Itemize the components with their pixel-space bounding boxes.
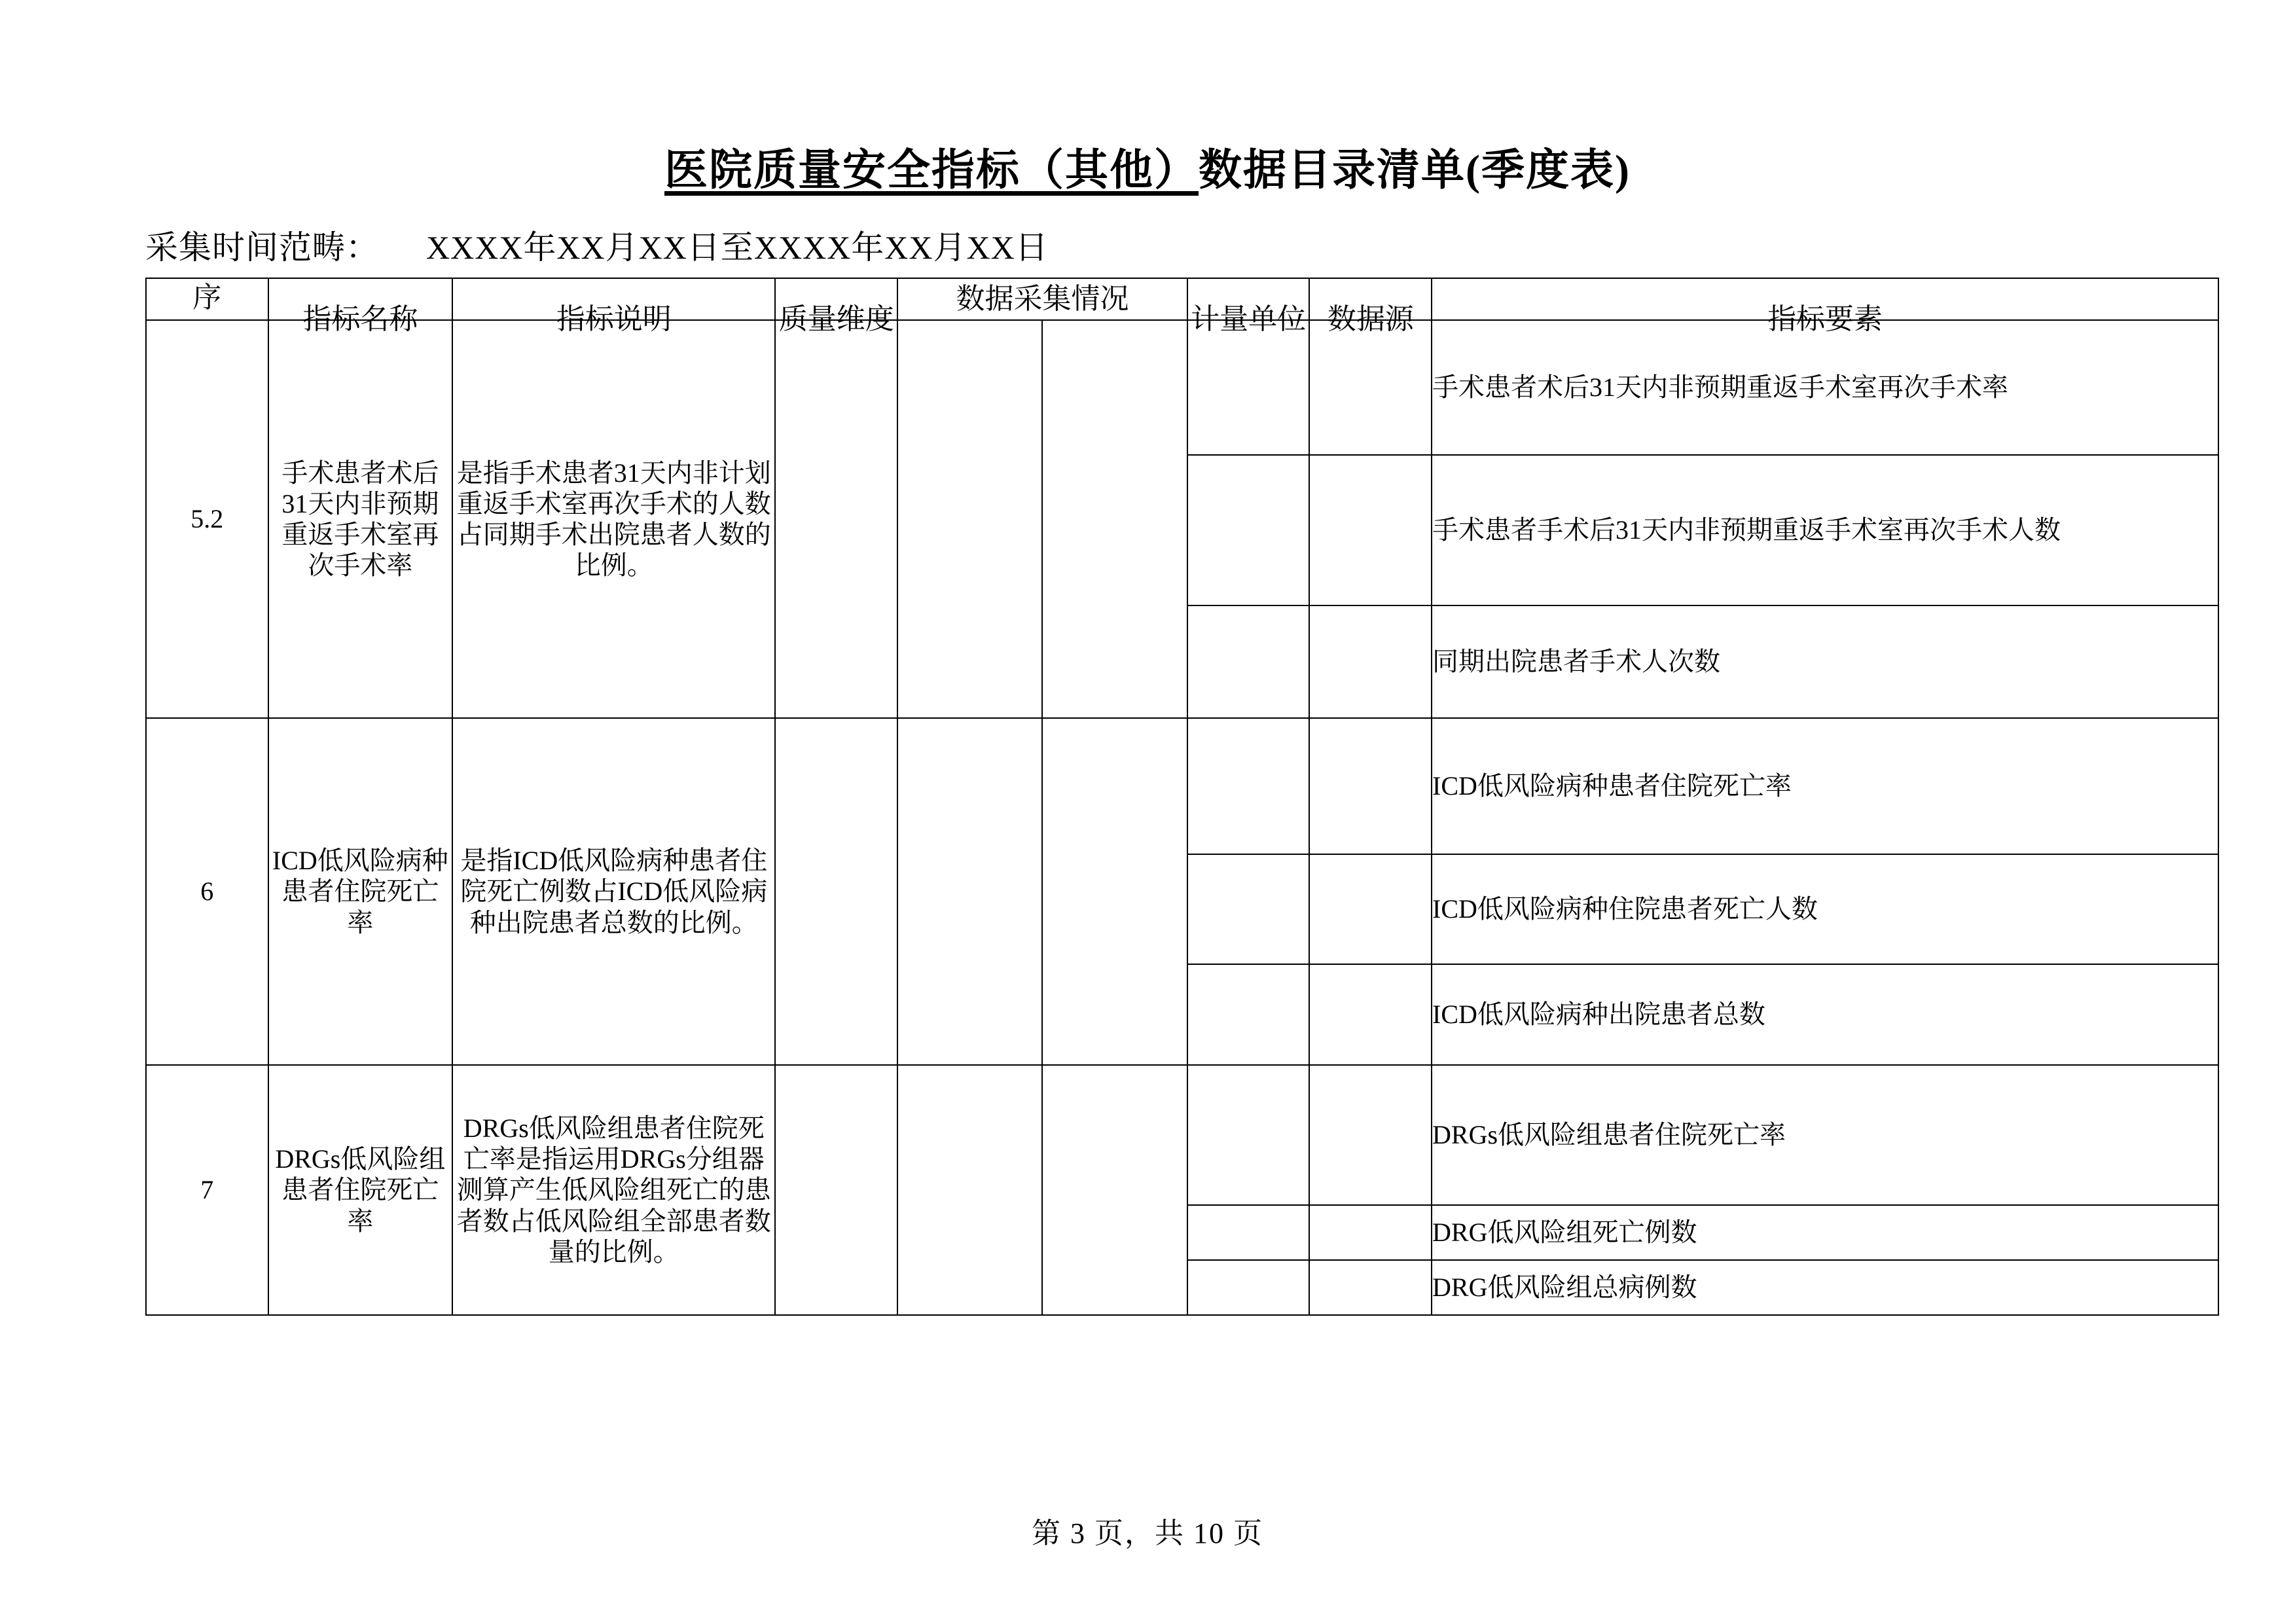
header-seq-label: 序 (192, 281, 222, 314)
row-data-source (1309, 1205, 1432, 1260)
row-collection-sub-2 (1042, 320, 1187, 718)
row-measure-unit (1187, 718, 1310, 854)
header-indicator-desc-label (453, 303, 774, 335)
row-data-source (1309, 718, 1432, 854)
row-measure-unit (1187, 455, 1310, 605)
row-indicator-element: 同期出院患者手术人次数 (1432, 605, 2218, 718)
page-title-line (0, 149, 2295, 192)
table-row (146, 1065, 2218, 1205)
row-indicator-name: ICD低风险病种患者住院死亡率 (268, 718, 452, 1065)
row-data-source (1309, 964, 1432, 1065)
row-indicator-element: DRG低风险组死亡例数 (1432, 1205, 2218, 1260)
row-collection-sub-1 (897, 1065, 1042, 1315)
row-data-source (1309, 1065, 1432, 1205)
row-collection-sub-1 (897, 718, 1042, 1065)
page-footer: 第 3 页，共 10 页 (1032, 1517, 1263, 1549)
header-quality-dimension-label (776, 303, 897, 335)
row-measure-unit (1187, 1260, 1310, 1315)
row-measure-unit (1187, 854, 1310, 964)
table-row (146, 718, 2218, 854)
header-cell-measure-unit (1187, 278, 1310, 335)
header-indicator-elements-label (1432, 303, 2218, 335)
collection-period (145, 221, 1049, 268)
row-indicator-element: ICD低风险病种住院患者死亡人数 (1432, 854, 2218, 964)
header-cell-collection-group (897, 278, 1187, 320)
row-indicator-name: DRGs低风险组患者住院死亡率 (268, 1065, 452, 1315)
row-indicator-desc-wrapper (452, 1065, 775, 1315)
row-indicator-desc: DRGs低风险组患者住院死亡率是指运用DRGs分组器测算产生低风险组死亡的患者数占低风险组全部患者数量的比例。 (456, 1113, 771, 1267)
header-cell-indicator-desc (452, 278, 775, 335)
collection-period-label: 采集时间范畴： (145, 229, 379, 266)
page-title-plain: 数据目录清单(季度表) (1199, 147, 1631, 194)
header-collection-group-label: 数据采集情况 (956, 283, 1129, 315)
row-indicator-desc: 是指ICD低风险病种患者住院死亡例数占ICD低风险病种出院患者总数的比例。 (452, 718, 775, 1065)
row-seq: 7 (146, 1065, 268, 1315)
header-cell-indicator-name (268, 278, 452, 335)
header-measure-unit-text: 计量单位 (1191, 303, 1307, 335)
header-measure-unit-label (1188, 303, 1309, 335)
header-indicator-elements-text: 指标要素 (1767, 303, 1883, 335)
row-seq: 6 (146, 718, 268, 1065)
row-measure-unit (1187, 964, 1310, 1065)
row-collection-sub-2 (1042, 718, 1187, 1065)
row-measure-unit (1187, 1065, 1310, 1205)
row-indicator-desc: 是指手术患者31天内非计划重返手术室再次手术的人数占同期手术出院患者人数的比例。 (452, 320, 775, 718)
header-data-source-label (1310, 303, 1431, 335)
row-quality-dimension (775, 320, 897, 718)
table-header-row (146, 278, 2218, 320)
row-data-source (1309, 455, 1432, 605)
header-cell-indicator-elements (1432, 278, 2218, 335)
row-indicator-element: DRGs低风险组患者住院死亡率 (1432, 1065, 2218, 1205)
row-data-source (1309, 320, 1432, 455)
row-indicator-element: 手术患者手术后31天内非预期重返手术室再次手术人数 (1432, 455, 2218, 605)
row-quality-dimension (775, 1065, 897, 1315)
row-measure-unit (1187, 320, 1310, 455)
row-collection-sub-2 (1042, 1065, 1187, 1315)
header-indicator-desc-text: 指标说明 (556, 303, 672, 335)
row-data-source (1309, 1260, 1432, 1315)
header-indicator-name-text: 指标名称 (302, 303, 418, 335)
row-data-source (1309, 854, 1432, 964)
collection-period-value: XXXX年XX月XX日至XXXX年XX月XX日 (426, 229, 1049, 266)
row-indicator-element: ICD低风险病种患者住院死亡率 (1432, 718, 2218, 854)
page-title-underlined: 医院质量安全指标（其他） (664, 147, 1199, 194)
row-indicator-name: 手术患者术后31天内非预期重返手术室再次手术率 (268, 320, 452, 718)
row-collection-sub-1 (897, 320, 1042, 718)
header-data-source-text: 数据源 (1327, 303, 1414, 335)
row-indicator-element: ICD低风险病种出院患者总数 (1432, 964, 2218, 1065)
indicator-catalog-table (145, 278, 2219, 1316)
row-measure-unit (1187, 1205, 1310, 1260)
header-indicator-name-label (269, 303, 452, 335)
row-indicator-element: 手术患者术后31天内非预期重返手术室再次手术率 (1432, 320, 2218, 455)
header-cell-quality-dimension (775, 278, 897, 335)
row-measure-unit (1187, 605, 1310, 718)
row-quality-dimension (775, 718, 897, 1065)
header-cell-data-source (1309, 278, 1432, 335)
header-quality-dimension-text: 质量维度 (778, 303, 894, 335)
header-cell-seq (146, 278, 268, 320)
table-row (146, 320, 2218, 455)
page-title (0, 149, 2295, 192)
row-indicator-element: DRG低风险组总病例数 (1432, 1260, 2218, 1315)
row-data-source (1309, 605, 1432, 718)
row-seq: 5.2 (146, 320, 268, 718)
